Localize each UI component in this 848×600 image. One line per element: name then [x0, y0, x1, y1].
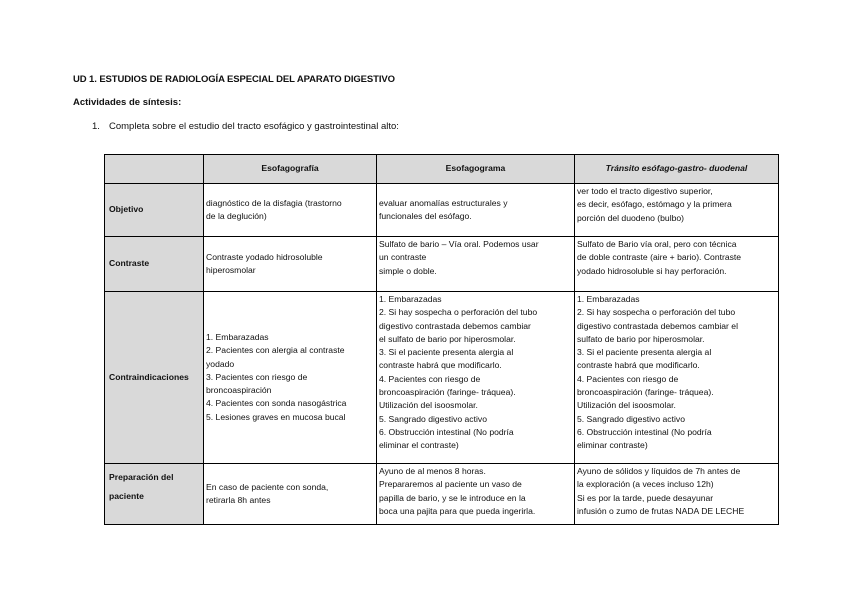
table-row-objetivo — [105, 184, 779, 237]
row-label-preparacion — [105, 464, 204, 525]
document-title: UD 1. ESTUDIOS DE RADIOLOGÍA ESPECIAL DEL APARATO DIGESTIVO — [73, 74, 395, 85]
cell-line: 3. Si el paciente presenta alergia al — [379, 347, 514, 358]
cell-line: 4. Pacientes con sonda nasogástrica — [206, 398, 347, 409]
cell-line: hiperosmolar — [206, 265, 256, 275]
cell-line: 1. Embarazadas — [206, 331, 269, 342]
cell-line: Utilización del isoosmolar. — [577, 400, 676, 411]
cell-line: 5. Lesiones graves en mucosa bucal — [206, 411, 346, 422]
cell-line: 3. Si el paciente presenta alergia al — [577, 347, 712, 358]
cell-line: Sulfato de Bario vía oral, pero con técnica — [577, 239, 737, 249]
table-cell — [575, 184, 779, 237]
cell-line: boca una pajita para que pueda ingerirla. — [379, 505, 536, 516]
cell-line: la exploración (a veces incluso 12h) — [577, 479, 714, 490]
cell-line: yodado hidrosoluble si hay perforación. — [577, 265, 727, 276]
table-cell — [377, 237, 575, 292]
cell-line: 6. Obstrucción intestinal (No podría — [379, 426, 514, 437]
cell-line: el sulfato de bario por hiperosmolar. — [379, 333, 516, 344]
cell-line: eliminar contraste) — [577, 440, 648, 451]
cell-line: yodado — [206, 358, 235, 369]
question-text: Completa sobre el estudio del tracto esofágico y gastrointestinal alto: — [109, 121, 399, 132]
row-label-objetivo: Objetivo — [105, 184, 204, 237]
cell-line: 3. Pacientes con riesgo de — [206, 371, 308, 382]
cell-line: simple o doble. — [379, 265, 437, 276]
table-row-contraindicaciones — [105, 292, 779, 464]
cell-line: 4. Pacientes con riesgo de — [577, 373, 679, 384]
question-item — [92, 121, 399, 132]
cell-line: En caso de paciente con sonda, — [206, 481, 329, 492]
cell-line: 2. Pacientes con alergia al contraste — [206, 345, 345, 356]
cell-line: digestivo contrastada debemos cambiar el — [577, 320, 738, 331]
cell-line: evaluar anomalías estructurales y — [379, 197, 508, 208]
cell-line: broncoaspiración — [206, 385, 272, 396]
cell-line: de la deglución) — [206, 211, 267, 221]
cell-line: Utilización del isoosmolar. — [379, 400, 478, 411]
table-cell — [204, 184, 377, 237]
cell-line: infusión o zumo de frutas NADA DE LECHE — [577, 505, 745, 516]
table-cell — [204, 292, 377, 464]
table-row-contraste — [105, 237, 779, 292]
comparison-table — [104, 154, 779, 525]
table-cell — [377, 184, 575, 237]
cell-line: retirarla 8h antes — [206, 495, 271, 505]
question-number: 1. — [92, 121, 100, 132]
row-label-line: Preparación del — [109, 472, 174, 482]
section-subtitle: Actividades de síntesis: — [73, 97, 182, 108]
header-empty-cell — [105, 155, 204, 184]
table-cell — [575, 237, 779, 292]
cell-line: diagnóstico de la disfagia (trastorno — [206, 197, 342, 208]
cell-line: Ayuno de sólidos y líquidos de 7h antes de — [577, 466, 741, 476]
cell-line: Contraste yodado hidrosoluble — [206, 251, 323, 262]
cell-line: broncoaspiración (faringe- tráquea). — [379, 387, 516, 398]
cell-line: ver todo el tracto digestivo superior, — [577, 186, 713, 196]
cell-line: un contraste — [379, 252, 427, 263]
table-cell — [204, 464, 377, 525]
cell-line: broncoaspiración (faringe- tráquea). — [577, 387, 714, 398]
cell-line: 1. Embarazadas — [379, 294, 442, 304]
header-transito: Tránsito esófago-gastro- duodenal — [575, 155, 779, 184]
cell-line: de doble contraste (aire + bario). Contraste — [577, 252, 742, 263]
row-label-line: paciente — [109, 491, 144, 501]
cell-line: contraste habrá que modificarlo. — [577, 360, 700, 371]
cell-line: es decir, esófago, estómago y la primera — [577, 199, 732, 210]
cell-line: funcionales del esófago. — [379, 211, 472, 221]
cell-line: 5. Sangrado digestivo activo — [577, 413, 685, 424]
header-esofagografia: Esofagografía — [204, 155, 377, 184]
cell-line: 2. Si hay sospecha o perforación del tubo — [379, 307, 538, 318]
cell-line: digestivo contrastada debemos cambiar — [379, 320, 531, 331]
cell-line: 6. Obstrucción intestinal (No podría — [577, 426, 712, 437]
cell-line: 2. Si hay sospecha o perforación del tubo — [577, 307, 736, 318]
cell-line: Prepararemos al paciente un vaso de — [379, 479, 522, 490]
cell-line: 5. Sangrado digestivo activo — [379, 413, 487, 424]
cell-line: eliminar el contraste) — [379, 440, 459, 451]
cell-line: papilla de bario, y se le introduce en la — [379, 492, 526, 503]
cell-line: contraste habrá que modificarlo. — [379, 360, 502, 371]
table-cell — [204, 237, 377, 292]
cell-line: sulfato de bario por hiperosmolar. — [577, 333, 705, 344]
table-cell — [377, 464, 575, 525]
cell-line: Ayuno de al menos 8 horas. — [379, 466, 486, 476]
row-label-contraindicaciones: Contraindicaciones — [105, 292, 204, 464]
cell-line: 4. Pacientes con riesgo de — [379, 373, 481, 384]
cell-line: 1. Embarazadas — [577, 294, 640, 304]
table-cell — [377, 292, 575, 464]
cell-line: porción del duodeno (bulbo) — [577, 212, 685, 223]
table-cell — [575, 464, 779, 525]
table-cell — [575, 292, 779, 464]
table-header-row — [105, 155, 779, 184]
cell-line: Sulfato de bario – Vía oral. Podemos usar — [379, 239, 539, 249]
table-row-preparacion — [105, 464, 779, 525]
row-label-contraste: Contraste — [105, 237, 204, 292]
cell-line: Si es por la tarde, puede desayunar — [577, 492, 714, 503]
header-esofagograma: Esofagograma — [377, 155, 575, 184]
